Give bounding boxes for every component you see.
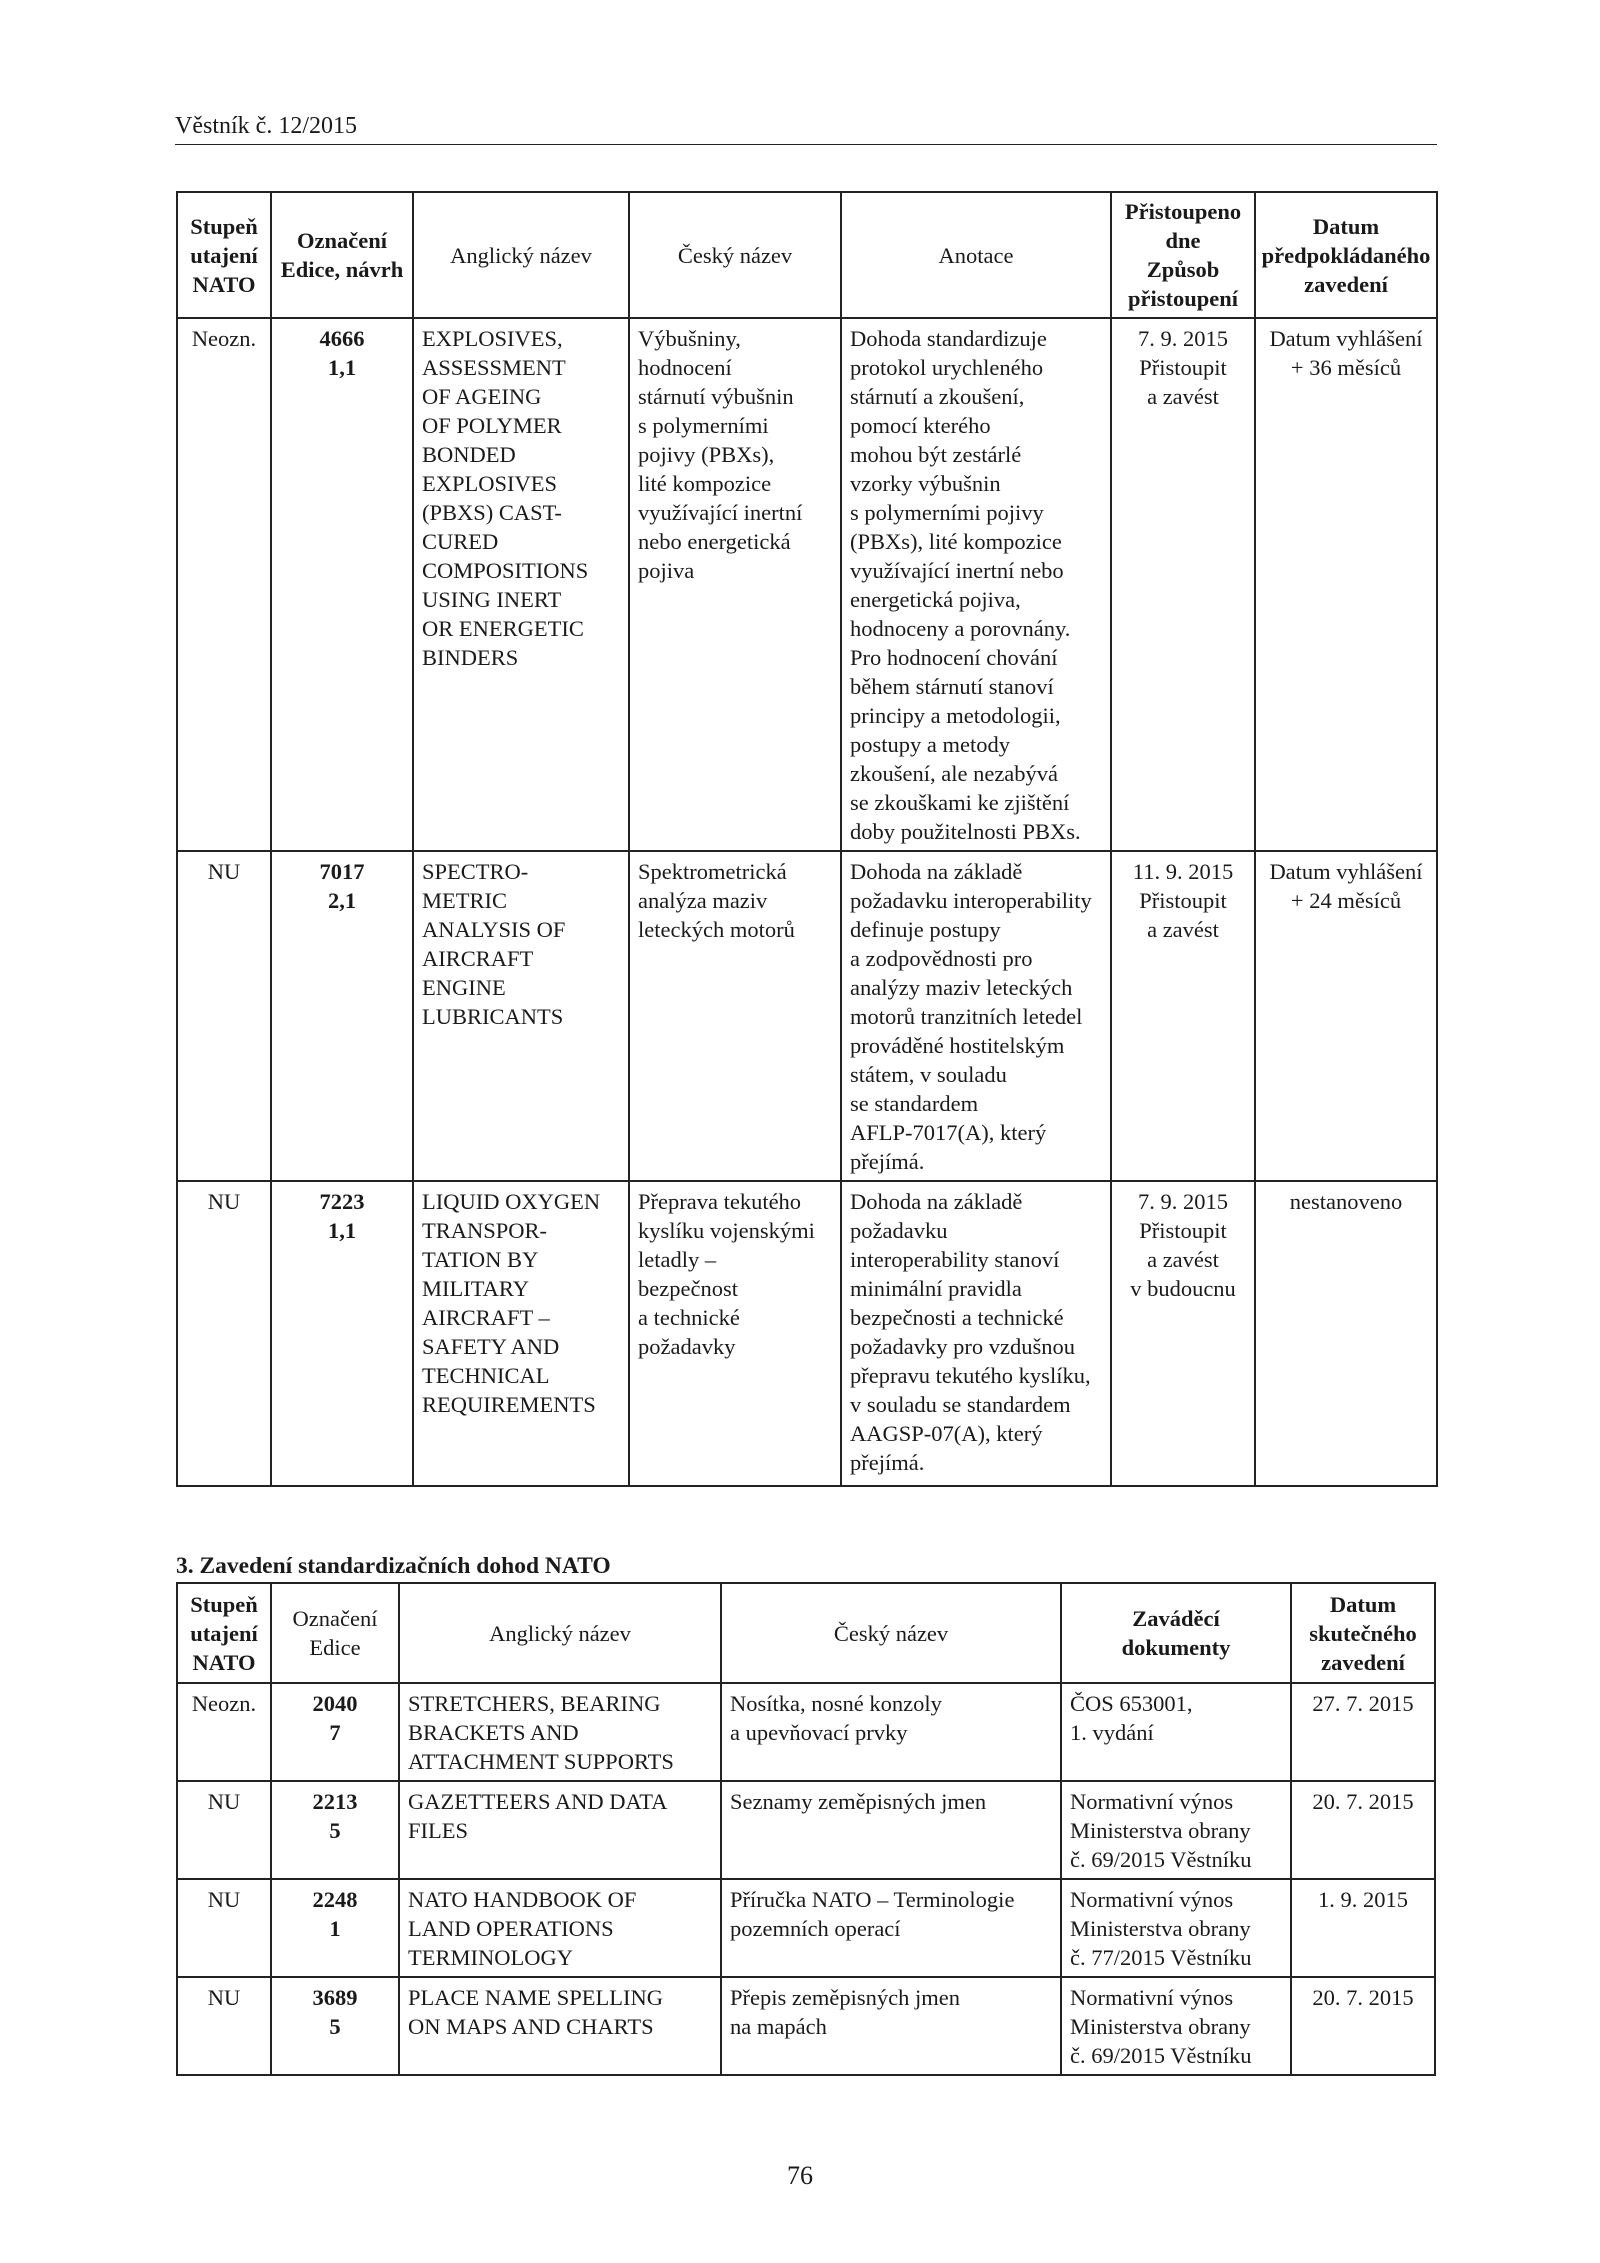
english-name-cell: STRETCHERS, BEARING BRACKETS AND ATTACHMENT SUPPORTS [399,1683,721,1781]
col-header-english-name: Anglický název [399,1583,721,1683]
table-row [177,1977,1435,2075]
designation-cell: 4666 1,1 [271,318,413,851]
classification-cell: NU [177,851,271,1181]
classification-cell: NU [177,1781,271,1879]
classification-cell: NU [177,1977,271,2075]
stanag-implementation-table [176,1582,1436,2076]
czech-name-cell: Výbušniny, hodnocení stárnutí výbušnin s polymerními pojivy (PBXs), lité kompozice využívající inertní nebo energetická pojiva [629,318,841,851]
accession-cell: 11. 9. 2015 Přistoupit a zavést [1111,851,1255,1181]
actual-date-cell: 20. 7. 2015 [1291,1977,1435,2075]
english-name-cell: PLACE NAME SPELLING ON MAPS AND CHARTS [399,1977,721,2075]
english-name-cell: NATO HANDBOOK OF LAND OPERATIONS TERMINOLOGY [399,1879,721,1977]
table-row [177,1683,1435,1781]
col-header-english-name: Anglický název [413,192,629,318]
col-header-annotation: Anotace [841,192,1111,318]
accession-cell: 7. 9. 2015 Přistoupit a zavést v budoucnu [1111,1181,1255,1486]
journal-header: Věstník č. 12/2015 [175,112,1437,145]
col-header-czech-name: Český název [629,192,841,318]
designation-cell: 7017 2,1 [271,851,413,1181]
col-header-implementing-documents: Zaváděcí dokumenty [1061,1583,1291,1683]
czech-name-cell: Nosítka, nosné konzoly a upevňovací prvky [721,1683,1061,1781]
czech-name-cell: Příručka NATO – Terminologie pozemních operací [721,1879,1061,1977]
czech-name-cell: Přeprava tekutého kyslíku vojenskými letadly – bezpečnost a technické požadavky [629,1181,841,1486]
designation-cell: 2040 7 [271,1683,399,1781]
documents-cell: ČOS 653001, 1. vydání [1061,1683,1291,1781]
annotation-cell: Dohoda standardizuje protokol urychleného stárnutí a zkoušení, pomocí kterého mohou být zestárlé vzorky výbušnin s polymerními pojivy (PBXs), lité kompozice využívající inertní nebo energetická pojiva, hodnoceny a porovnány. Pro hodnocení chování během stárnutí stanoví principy a metodologii, postupy a metody zkoušení, ale nezabývá se zkouškami ke zjištění doby použitelnosti PBXs. [841,318,1111,851]
col-header-actual-date: Datum skutečného zavedení [1291,1583,1435,1683]
classification-cell: Neozn. [177,1683,271,1781]
col-header-planned-date: Datum předpokládaného zavedení [1255,192,1437,318]
accession-cell: 7. 9. 2015 Přistoupit a zavést [1111,318,1255,851]
designation-cell: 7223 1,1 [271,1181,413,1486]
planned-date-cell: Datum vyhlášení + 36 měsíců [1255,318,1437,851]
designation-cell: 2213 5 [271,1781,399,1879]
planned-date-cell: nestanoveno [1255,1181,1437,1486]
table-row [177,851,1437,1181]
table-row [177,1879,1435,1977]
table-row [177,1781,1435,1879]
english-name-cell: EXPLOSIVES, ASSESSMENT OF AGEING OF POLYMER BONDED EXPLOSIVES (PBXS) CAST- CURED COMPOSITIONS USING INERT OR ENERGETIC BINDERS [413,318,629,851]
designation-cell: 2248 1 [271,1879,399,1977]
documents-cell: Normativní výnos Ministerstva obrany č. 69/2015 Věstníku [1061,1781,1291,1879]
planned-date-cell: Datum vyhlášení + 24 měsíců [1255,851,1437,1181]
col-header-accession: Přistoupeno dne Způsob přistoupení [1111,192,1255,318]
actual-date-cell: 20. 7. 2015 [1291,1781,1435,1879]
czech-name-cell: Spektrometrická analýza maziv leteckých motorů [629,851,841,1181]
stanag-accession-table [176,191,1438,1487]
actual-date-cell: 1. 9. 2015 [1291,1879,1435,1977]
col-header-classification: Stupeň utajení NATO [177,1583,271,1683]
actual-date-cell: 27. 7. 2015 [1291,1683,1435,1781]
col-header-czech-name: Český název [721,1583,1061,1683]
col-header-designation: Označení Edice, návrh [271,192,413,318]
documents-cell: Normativní výnos Ministerstva obrany č. 69/2015 Věstníku [1061,1977,1291,2075]
annotation-cell: Dohoda na základě požadavku interoperability definuje postupy a zodpovědnosti pro analýzy maziv leteckých motorů tranzitních letedel prováděné hostitelským státem, v souladu se standardem AFLP-7017(A), který přejímá. [841,851,1111,1181]
documents-cell: Normativní výnos Ministerstva obrany č. 77/2015 Věstníku [1061,1879,1291,1977]
table-row [177,318,1437,851]
designation-cell: 3689 5 [271,1977,399,2075]
section-title: 3. Zavedení standardizačních dohod NATO [176,1553,611,1579]
col-header-classification: Stupeň utajení NATO [177,192,271,318]
czech-name-cell: Přepis zeměpisných jmen na mapách [721,1977,1061,2075]
english-name-cell: LIQUID OXYGEN TRANSPOR- TATION BY MILITARY AIRCRAFT – SAFETY AND TECHNICAL REQUIREMENTS [413,1181,629,1486]
english-name-cell: GAZETTEERS AND DATA FILES [399,1781,721,1879]
classification-cell: Neozn. [177,318,271,851]
classification-cell: NU [177,1181,271,1486]
col-header-designation: Označení Edice [271,1583,399,1683]
annotation-cell: Dohoda na základě požadavku interoperability stanoví minimální pravidla bezpečnosti a technické požadavky pro vzdušnou přepravu tekutého kyslíku, v souladu se standardem AAGSP-07(A), který přejímá. [841,1181,1111,1486]
table-row [177,1181,1437,1486]
classification-cell: NU [177,1879,271,1977]
english-name-cell: SPECTRO- METRIC ANALYSIS OF AIRCRAFT ENGINE LUBRICANTS [413,851,629,1181]
czech-name-cell: Seznamy zeměpisných jmen [721,1781,1061,1879]
page-number: 76 [787,2161,813,2190]
